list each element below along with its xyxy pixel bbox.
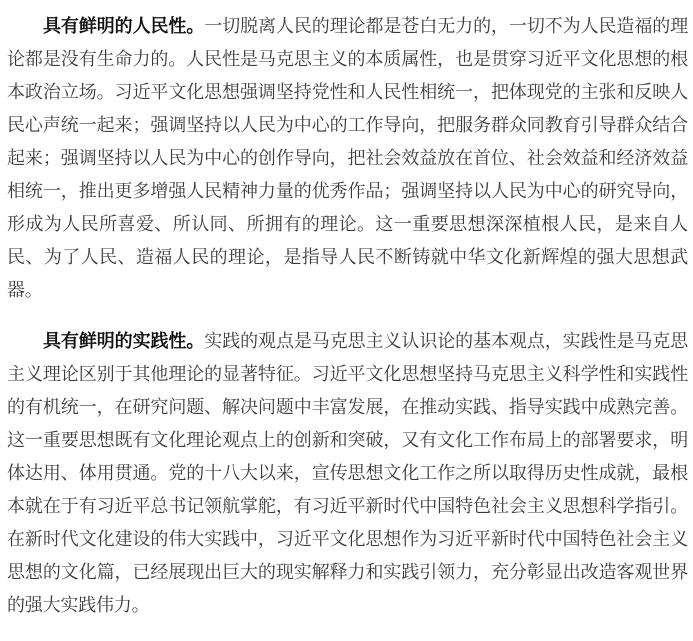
- paragraph-practice-oriented: [7, 325, 688, 622]
- paragraph-body-people-oriented: 一切脱离人民的理论都是苍白无力的，一切不为人民造福的理论都是没有生命力的。人民性是马克思主义的本质属性，也是贯穿习近平文化思想的根本政治立场。习近平文化思想强调坚持党性和人民性相统一，把体现党的主张和反映人民心声统一起来；强调坚持以人民为中心的工作导向，把服务群众同教育引导群众结合起来；强调坚持以人民为中心的创作导向，把社会效益放在首位、社会效益和经济效益相统一，推出更多增强人民精神力量的优秀作品；强调坚持以人民为中心的研究导向，形成为人民所喜爱、所认同、所拥有的理论。这一重要思想深深植根人民，是来自人民、为了人民、造福人民的理论，是指导人民不断铸就中华文化新辉煌的强大思想武器。: [7, 16, 688, 300]
- paragraph-people-oriented: [7, 10, 688, 307]
- paragraph-lead-practice-oriented: 具有鲜明的实践性。: [43, 331, 205, 351]
- paragraph-lead-people-oriented: 具有鲜明的人民性。: [43, 16, 205, 36]
- paragraph-body-practice-oriented: 实践的观点是马克思主义认识论的基本观点，实践性是马克思主义理论区别于其他理论的显著特征。习近平文化思想坚持马克思主义科学性和实践性的有机统一，在研究问题、解决问题中丰富发展，在推动实践、指导实践中成熟完善。这一重要思想既有文化理论观点上的创新和突破，又有文化工作布局上的部署要求，明体达用、体用贯通。党的十八大以来，宣传思想文化工作之所以取得历史性成就，最根本就在于有习近平总书记领航掌舵，有习近平新时代中国特色社会主义思想科学指引。在新时代文化建设的伟大实践中，习近平文化思想作为习近平新时代中国特色社会主义思想的文化篇，已经展现出巨大的现实解释力和实践引领力，充分彰显出改造客观世界的强大实践伟力。: [7, 331, 688, 615]
